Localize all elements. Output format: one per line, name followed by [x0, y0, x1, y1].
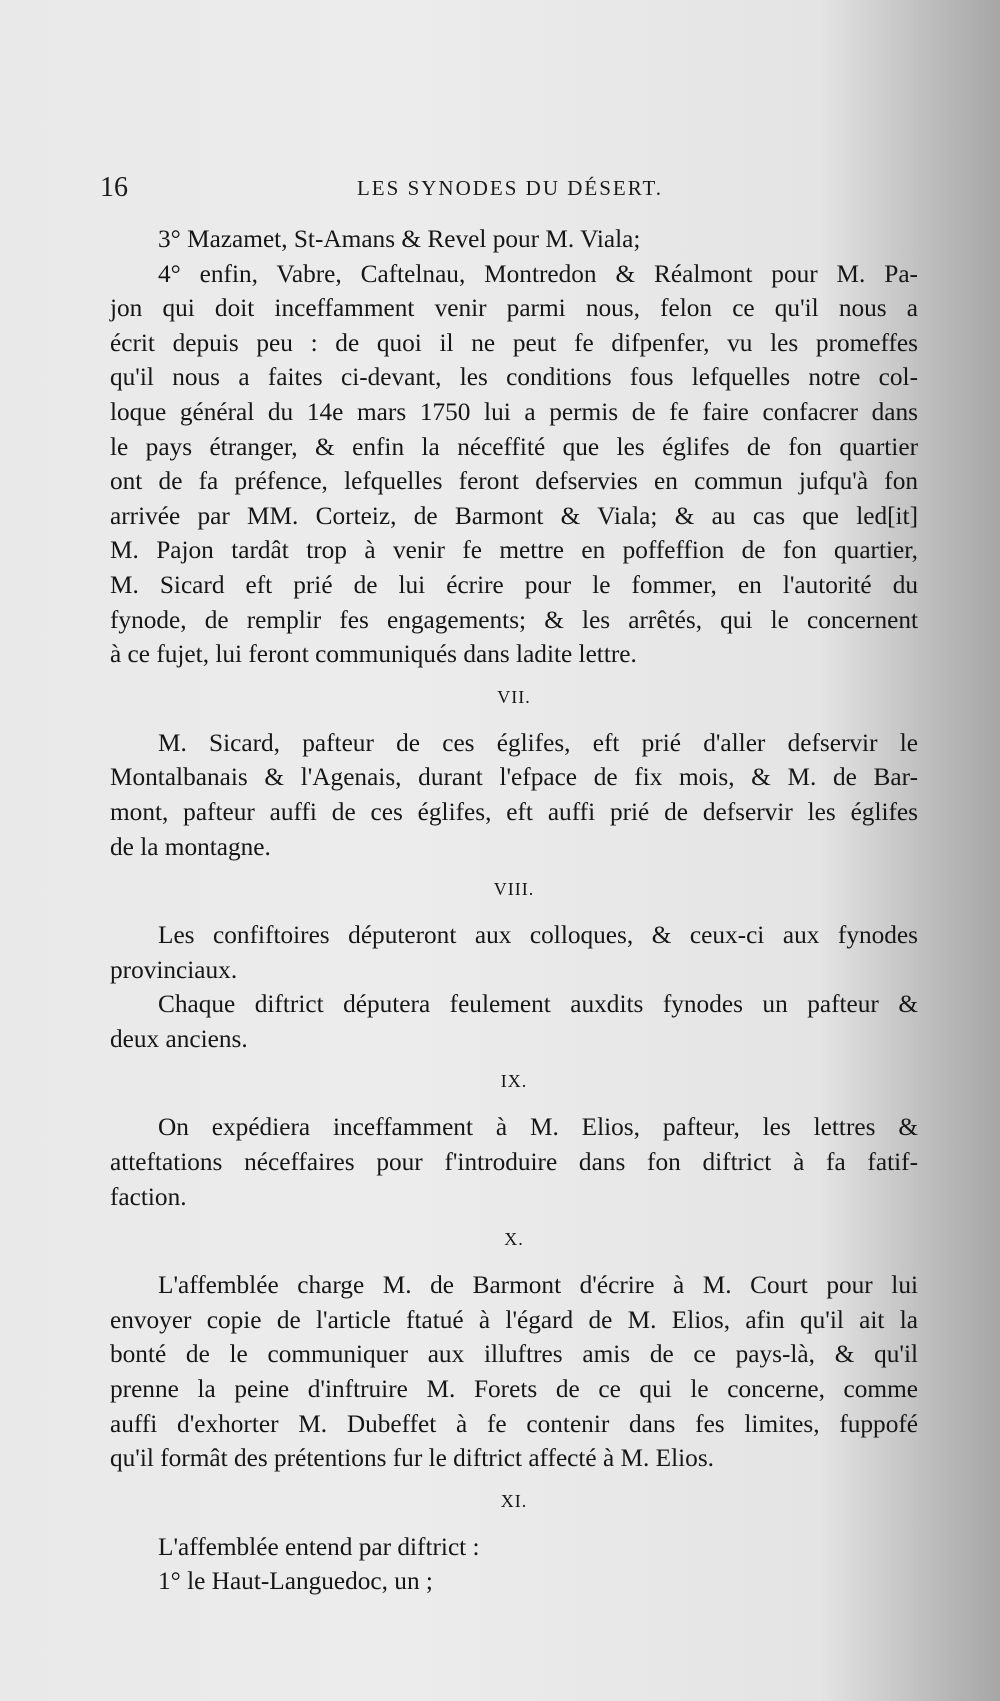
paragraph	[110, 222, 918, 257]
text-line: M. Sicard, pafteur de ces églifes, eft prié d'aller defservir le	[158, 728, 918, 757]
text-line: On expédiera inceffamment à M. Elios, pafteur, les lettres &	[158, 1113, 918, 1142]
text-line: provinciaux.	[110, 955, 238, 984]
text-line: arrivée par MM. Corteiz, de Barmont & Viala; & au cas que led[it]	[110, 501, 918, 530]
paragraph	[110, 987, 918, 1056]
article-heading: X.	[504, 1229, 524, 1250]
text-line: fynode, de remplir fes engagements; & les arrêtés, qui le concernent	[110, 605, 918, 634]
paragraph	[110, 1110, 918, 1214]
text-line: Les confiftoires députeront aux colloques, & ceux-ci aux fynodes	[158, 921, 918, 950]
text-line: de la montagne.	[110, 832, 271, 861]
text-line: L'affemblée entend par diftrict :	[158, 1532, 480, 1561]
text-line: à ce fujet, lui feront communiqués dans ladite lettre.	[110, 640, 637, 669]
article-heading: VIII.	[493, 879, 535, 900]
page-number: 16	[100, 172, 128, 203]
text-line: jon qui doit inceffamment venir parmi nous, felon ce qu'il nous a	[110, 294, 918, 323]
text-line: qu'il formât des prétentions fur le diftrict affecté à M. Elios.	[110, 1444, 715, 1473]
paragraph	[110, 1530, 918, 1565]
text-line: 1° le Haut-Languedoc, un ;	[158, 1567, 433, 1596]
running-head	[100, 172, 920, 212]
text-line: bonté de le communiquer aux illuftres amis de ce pays-là, & qu'il	[110, 1340, 918, 1369]
text-line: envoyer copie de l'article ftatué à l'égard de M. Elios, afin qu'il ait la	[110, 1305, 918, 1334]
text-line: écrit depuis peu : de quoi il ne peut fe difpenfer, vu les promeffes	[110, 328, 918, 357]
text-line: faction.	[110, 1182, 187, 1211]
article-heading: IX.	[500, 1071, 528, 1092]
article-heading: VII.	[497, 686, 531, 707]
text-line: qu'il nous a faites ci-devant, les conditions fous lefquelles notre col-	[110, 363, 918, 392]
text-line: Montalbanais & l'Agenais, durant l'efpace de fix mois, & M. de Bar-	[110, 763, 918, 792]
text-line: auffi d'exhorter M. Dubeffet à fe contenir dans fes limites, fuppofé	[110, 1409, 918, 1438]
article-heading: XI.	[500, 1490, 528, 1511]
paragraph	[110, 918, 918, 987]
text-body	[110, 222, 918, 1599]
running-title: LES SYNODES DU DÉSERT.	[356, 176, 664, 200]
text-line: M. Pajon tardât trop à venir fe mettre en poffeffion de fon quartier,	[110, 536, 918, 565]
paragraph	[110, 257, 918, 672]
paragraph	[110, 726, 918, 864]
text-line: deux anciens.	[110, 1024, 248, 1053]
text-line: le pays étranger, & enfin la néceffité que les églifes de fon quartier	[110, 432, 918, 461]
text-line: ont de fa préfence, lefquelles feront defservies en commun jufqu'à fon	[110, 467, 918, 496]
text-line: atteftations néceffaires pour f'introduire dans fon diftrict à fa fatif-	[110, 1148, 918, 1177]
text-line: prenne la peine d'inftruire M. Forets de ce qui le concerne, comme	[110, 1375, 918, 1404]
text-line: 3° Mazamet, St-Amans & Revel pour M. Viala;	[158, 225, 641, 253]
text-line: Chaque diftrict députera feulement auxdits fynodes un pafteur &	[158, 990, 918, 1019]
text-line: 4° enfin, Vabre, Caftelnau, Montredon & Réalmont pour M. Pa-	[158, 259, 918, 288]
paragraph	[110, 1564, 918, 1599]
text-line: mont, pafteur auffi de ces églifes, eft auffi prié de defservir les églifes	[110, 797, 918, 826]
paragraph	[110, 1268, 918, 1476]
text-line: L'affemblée charge M. de Barmont d'écrire à M. Court pour lui	[158, 1271, 918, 1300]
text-line: M. Sicard eft prié de lui écrire pour le fommer, en l'autorité du	[110, 570, 918, 599]
text-line: loque général du 14e mars 1750 lui a permis de fe faire confacrer dans	[110, 397, 918, 426]
